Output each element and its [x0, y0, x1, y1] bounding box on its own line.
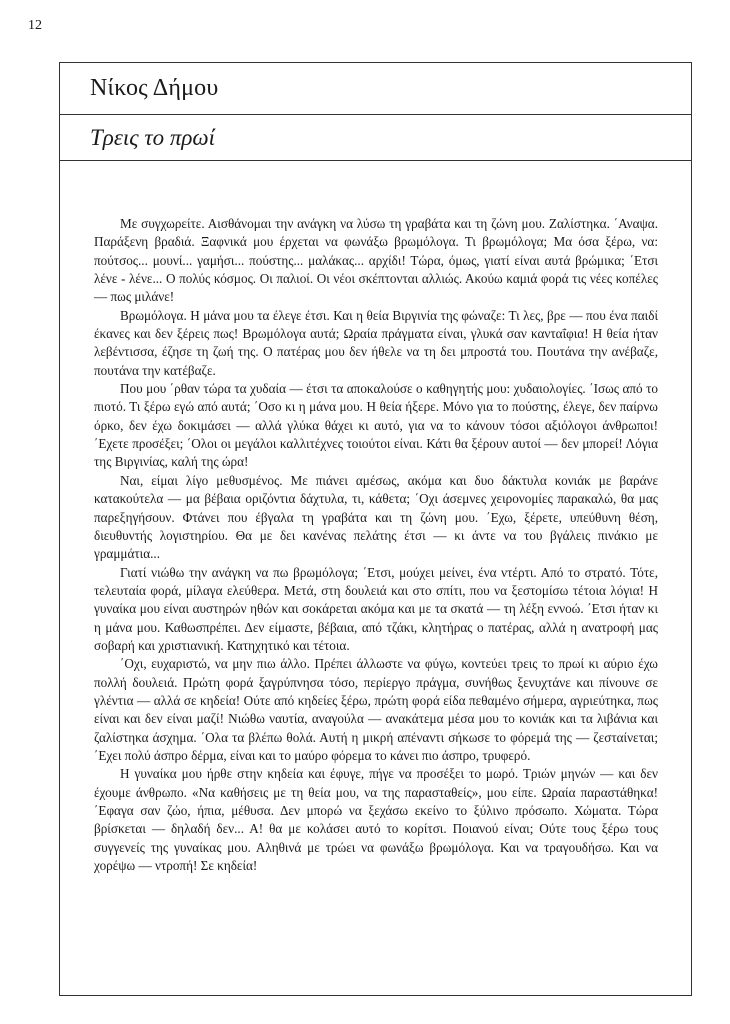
story-body — [60, 161, 691, 875]
paragraph: Γιατί νιώθω την ανάγκη να πω βρωμόλογα; ΄Ετσι, μούχει μείνει, ένα ντέρτι. Από το στρατό. Τότε, τελευταία φορά, μίλαγα ελεύθερα. Μετά, στη δουλειά και στο σπίτι, που να ξεστομίσω τέτοια λόγια! Η γυναίκα μου είναι αυστηρών ηθών και σοκάρεται ακόμα και με τα σκατά — τη λέξη εννοώ. ΄Ετσι ήταν κι η μάνα μου. Καθωσπρέπει. Δεν είμαστε, βέβαια, από τζάκι, κλητήρας ο πατέρας, αλλά η ανατροφή μας σοβαρή και χριστιανική. Κατηχητικό και τέτοια. — [94, 564, 658, 653]
paragraph: ΄Οχι, ευχαριστώ, να μην πιω άλλο. Πρέπει άλλωστε να φύγω, κοντεύει τρεις το πρωί κι αύριο έχω πολλή δουλειά. Πρώτη φορά ξαγρύπνησα τόσο, περίεργο πράγμα, συνήθως ξενυχτάνε και πίνουνε σε γλέντια — αλλά σε κηδεία! Ούτε από κηδείες ξέρω, πρώτη φορά είδα πεθαμένο σήμερα, αγριεύτηκα, πως είναι και δεν είναι μαζί! Νιώθω ναυτία, αναγούλα — ανακάτεμα μέσα μου το κονιάκ και τα λιβάνια και ζαλίστηκα άσχημα. ΄Ολα τα βλέπω θολά. Αυτή η μικρή απέναντι σήκωσε το φόρεμά της — ζεσταίνεται; ΄Εχει πολύ άσπρο δέρμα, είναι και το μαύρο φόρεμα το κάνει πιο άσπρο, τρυφερό. — [94, 656, 658, 763]
title-row — [60, 115, 691, 161]
paragraph: Που μου ΄ρθαν τώρα τα χυδαία — έτσι τα αποκαλούσε ο καθηγητής μου: χυδαιολογίες. ΄Ισως από το πιοτό. Τι ξέρω εγώ από αυτά; ΄Οσο κι η μάνα μου. Η θεία ήξερε. Μόνο για το πούστης, έλεγε, δεν παίρνω όρκο, δεν έχω δοκιμάσει — αλλά γλύκα θάχει κι αυτό, για να το κάνουν τόσοι αξιόλογοι άνθρωποι! ΄Εχετε προσέξει; ΄Ολοι οι μεγάλοι καλλιτέχνες τοιούτοι είναι. Κάτι θα ξέρουν αυτοί — δεν μπορεί! Λόγια της Βιργινίας, καλή της ώρα! — [94, 381, 658, 470]
paragraph: Ναι, είμαι λίγο μεθυσμένος. Με πιάνει αμέσως, ακόμα και δυο δάκτυλα κονιάκ με βαράνε κατακούτελα — μα βέβαια οριζόντια δάχτυλα, τι, κάθετα; ΄Οχι άσεμνες χειρονομίες παρακαλώ, θα μας παρεξηγήσουν. Φτάνει που έβγαλα τη γραβάτα και τη ζώνη μου. ΄Εχω, ξέρετε, υπεύθυνη θέση, διευθυντής λογιστηρίου. Θα με δει κανένας πελάτης έτσι — κι άντε να του βγάλεις πινάκιο με γραμμάτια... — [94, 472, 658, 562]
paragraph: Η γυναίκα μου ήρθε στην κηδεία και έφυγε, πήγε να προσέξει το μωρό. Τριών μηνών — και δεν έχουμε άνθρωπο. «Να καθήσεις με τη θεία μου, να της παρασταθείς», μου είπε. Ωραία παραστάθηκα! ΄Εφαγα σαν ζώο, ήπια, μέθυσα. Δεν μπορώ να ξεχάσω εκείνο το ξύλινο πρόσωπο. Χώματα. Τώρα βρίσκεται — δηλαδή δεν... Α! θα με κολάσει αυτό το κορίτσι. Ποιανού είναι; Ούτε τους ξέρω τους συγγενείς της γυναίκας μου. Αληθινά με τρώει να φωνάξω βρωμόλογα. Και να τραγουδήσω. Και να χορέψω — ντροπή! Σε κηδεία! — [94, 766, 658, 874]
author-name: Νίκος Δήμου — [90, 75, 219, 101]
story-title: Τρεις το πρωί — [90, 124, 216, 150]
author-row — [60, 63, 691, 115]
paragraph: Βρωμόλογα. Η μάνα μου τα έλεγε έτσι. Και η θεία Βιργινία της φώναζε: Τι λες, βρε — που ένα παιδί έκανες και δεν ξέρεις πως! Βρωμόλογα αυτά; Ωραία πράγματα είναι, γλυκά σαν κανταΐφια! Η θεία ήταν λεβέντισσα, έζησε τη ζωή της. Ο πατέρας μου δεν ήθελε να τη δει μπροστά του. Πουτάνα την ανέβαζε, πουτάνα την κατέβαζε. — [94, 307, 658, 378]
story-frame — [59, 62, 692, 996]
paragraph: Με συγχωρείτε. Αισθάνομαι την ανάγκη να λύσω τη γραβάτα και τη ζώνη μου. Ζαλίστηκα. ΄Αναψα. Παράξενη βραδιά. Ξαφνικά μου έρχεται να φωνάξω βρωμόλογα. Τι βρωμόλογα; Μα όσα ξέρω, να: πούτσος... μουνί... γαμήσι... πούστης... μαλάκας... αρχίδι! Τώρα, όμως, γιατί είναι αυτά βρώμικα; ΄Ετσι λένε - λένε... Ο πολύς κόσμος. Οι παλιοί. Οι νέοι σκέπτονται αλλιώς. Ακούω καμιά φορά τις νέες κοπέλες — πως μιλάνε! — [94, 216, 658, 305]
page-number: 12 — [28, 18, 42, 33]
